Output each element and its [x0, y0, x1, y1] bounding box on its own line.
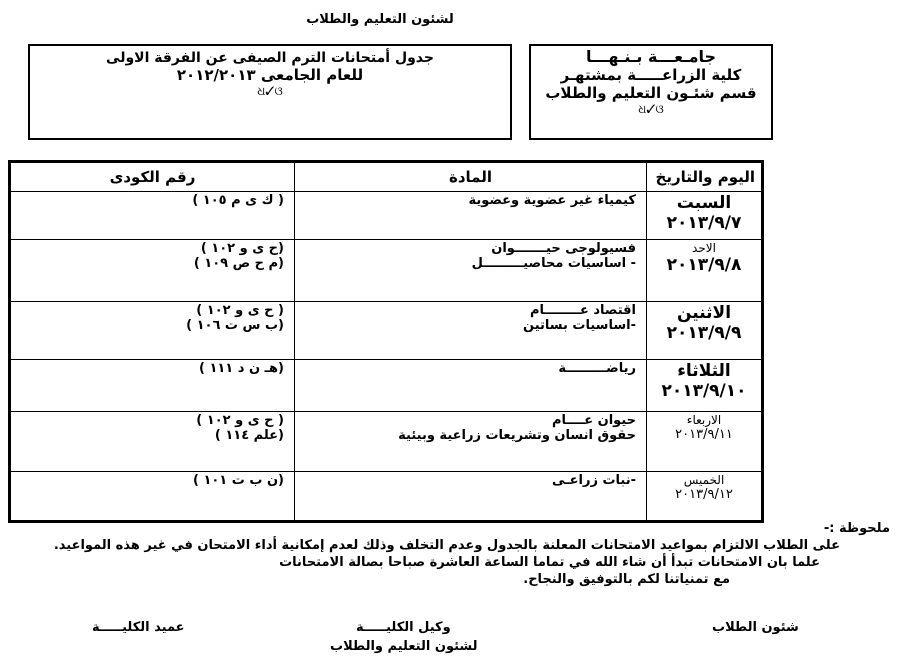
day-name: الخميس [683, 473, 725, 487]
course-code: ( ك ى م ١٠٥ ) [192, 193, 284, 208]
day-name: الاحد [692, 241, 716, 255]
exam-date: ٢٠١٣/٩/٨ [666, 255, 742, 275]
subject-cell [295, 192, 647, 240]
course-code: (علم ١١٤ ) [214, 428, 284, 443]
day-date-cell [647, 240, 763, 302]
vice-dean-subtitle: لشئون التعليم والطلاب [330, 639, 478, 654]
university-name: جامـعـــة بـنـهـــا [585, 47, 717, 66]
day-date-cell [647, 472, 763, 522]
exam-schedule-table [8, 160, 764, 523]
course-code: (م ح ص ١٠٩ ) [193, 256, 284, 271]
subject-name: رياضـــــــــة [558, 361, 636, 376]
table-row [10, 192, 763, 240]
subject-cell [295, 472, 647, 522]
header-subject: المادة [295, 162, 647, 192]
subject-name: -اساسيات بساتين [523, 318, 636, 333]
day-date-cell [647, 192, 763, 240]
table-row [10, 240, 763, 302]
course-code-cell [10, 360, 295, 412]
course-code: ( ح ى و ١٠٢ ) [196, 413, 284, 428]
notes-line-3: مع تمنياتنا لكم بالتوفيق والنجاح. [523, 572, 730, 587]
day-date-cell [647, 360, 763, 412]
academic-year: للعام الجامعى ٢٠١٢/٢٠١٣ [176, 66, 364, 84]
table-row [10, 412, 763, 472]
course-code: (هـ ن د ١١١ ) [198, 361, 284, 376]
day-name: السبت [676, 193, 732, 213]
exam-date: ٢٠١٣/٩/١٢ [675, 487, 733, 502]
course-code: (ن ب ت ١٠١ ) [192, 473, 284, 488]
course-code-cell [10, 240, 295, 302]
flourish-ornament: ଧ✓ଓ [638, 102, 664, 116]
flourish-ornament: ଧ✓ଓ [257, 84, 283, 98]
dean-signature: عميد الكليـــــة [92, 620, 185, 635]
day-name: الثلاثاء [677, 361, 731, 381]
schedule-title-box [28, 44, 512, 140]
course-code-cell [10, 412, 295, 472]
table-header-row [10, 162, 763, 192]
course-code-cell [10, 472, 295, 522]
subject-name: حقوق انسان وتشريعات زراعية وبيئية [398, 428, 636, 443]
notes-title: ملحوظة :- [823, 521, 890, 536]
table-row [10, 360, 763, 412]
students-affairs-signature: شئون الطلاب [712, 620, 799, 635]
table-row [10, 472, 763, 522]
exam-date: ٢٠١٣/٩/١١ [675, 427, 733, 442]
subject-cell [295, 240, 647, 302]
subject-name: كيمياء غير عضوية وعضوية [468, 193, 636, 208]
subject-cell [295, 360, 647, 412]
course-code: (ح ى و ١٠٢ ) [200, 241, 284, 256]
subject-name: اقتصاد عــــــــام [530, 303, 636, 318]
day-name: الاربعاء [686, 413, 722, 427]
course-code-cell [10, 192, 295, 240]
exam-date: ٢٠١٣/٩/١٠ [661, 381, 747, 401]
subject-name: - اساسيات محاصيـــــــــل [471, 256, 636, 271]
exam-date: ٢٠١٣/٩/٩ [666, 323, 742, 343]
top-department-label: لشئون التعليم والطلاب [306, 12, 454, 27]
subject-name: -نبات زراعـى [552, 473, 636, 488]
subject-name: حيوان عــــام [552, 413, 636, 428]
notes-section [0, 520, 890, 588]
schedule-title: جدول أمتحانات الترم الصيفى عن الفرقة الاولى [106, 50, 434, 66]
subject-cell [295, 412, 647, 472]
vice-dean-signature: وكيل الكليـــــة [356, 620, 451, 635]
course-code: ( ح ى و ١٠٢ ) [196, 303, 284, 318]
day-date-cell [647, 302, 763, 360]
faculty-name: كلية الزراعـــــة بمشتهـر [560, 66, 742, 84]
table-row [10, 302, 763, 360]
department-name: قسم شئـون التعليم والطلاب [545, 84, 757, 102]
header-day-date: اليوم والتاريخ [647, 162, 763, 192]
course-code: (ب س ت ١٠٦ ) [186, 318, 284, 333]
exam-date: ٢٠١٣/٩/٧ [666, 213, 742, 233]
day-date-cell [647, 412, 763, 472]
course-code-cell [10, 302, 295, 360]
notes-line-2: علما بان الامتحانات تبدأ أن شاء الله في تماما الساعة العاشرة صباحا بصالة الامتحانات [279, 555, 820, 570]
subject-name: فسيولوجى حيـــــــوان [491, 241, 636, 256]
header-code: رقم الكودى [10, 162, 295, 192]
day-name: الاثنين [676, 303, 732, 323]
subject-cell [295, 302, 647, 360]
notes-line-1: على الطلاب الالتزام بمواعيد الامتحانات المعلنة بالجدول وعدم التخلف وذلك لعدم إمكانية أداء الامتحان في غير هذه المواعيد. [53, 538, 840, 553]
university-header-box [529, 44, 773, 140]
